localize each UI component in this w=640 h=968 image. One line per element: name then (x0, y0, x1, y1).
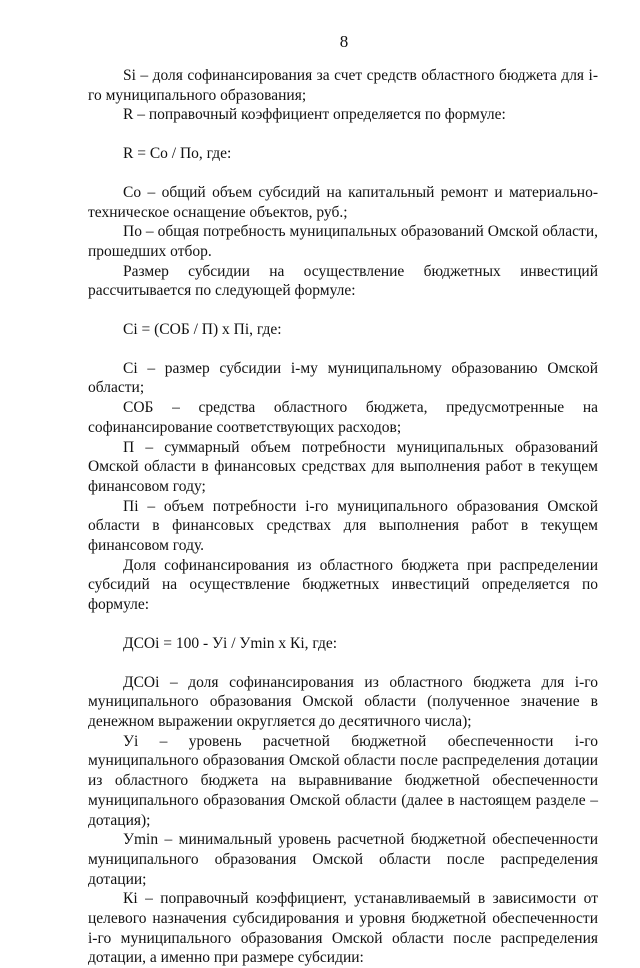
paragraph-ci-definition: Ci – размер субсидии i-му муниципальному образованию Омской области; (88, 359, 598, 397)
paragraph-pi-definition: Пi – объем потребности i-го муниципального образования Омской области в финансовых средствах для выполнения работ в текущем финансовом году. (88, 497, 598, 555)
paragraph-subsidy-size-intro: Размер субсидии на осуществление бюджетных инвестиций рассчитывается по следующей формуле: (88, 262, 598, 300)
paragraph-ui-definition: Уi – уровень расчетной бюджетной обеспеченности i-го муниципального образования Омской области после распределения дотации из областного бюджета на выравнивание бюджетной обеспеченности муниципального образования Омской области (далее в настоящем разделе – дотация); (88, 732, 598, 829)
page-number: 8 (339, 32, 349, 51)
paragraph-r-definition: R – поправочный коэффициент определяется по формуле: (123, 106, 506, 124)
formula-r: R = Со / По, где: (123, 145, 232, 163)
paragraph-si-definition: Si – доля софинансирования за счет средств областного бюджета для i-го муниципального образования; (88, 67, 598, 104)
paragraph-ki-definition: Кi – поправочный коэффициент, устанавливаемый в зависимости от целевого назначения субсидирования и уровня бюджетной обеспеченности i-го муниципального образования Омской области после распределения дотации, а именно при размере субсидии: (88, 890, 598, 967)
formula-dsoi: ДСОi = 100 - Уi / Уmin х Кi, где: (123, 634, 338, 652)
paragraph-umin-definition: Уmin – минимальный уровень расчетной бюджетной обеспеченности муниципального образования Омской области после распределения дотации; (88, 831, 598, 888)
paragraph-sob-definition: СОБ – средства областного бюджета, предусмотренные на софинансирование соответствующих расходов; (88, 399, 598, 436)
paragraph-cofinancing-share-intro: Доля софинансирования из областного бюджета при распределении субсидий на осуществление бюджетных инвестиций определяется по формуле: (88, 556, 598, 614)
formula-ci: Ci = (СОБ / П) х Пi, где: (123, 321, 282, 339)
paragraph-co-definition: Со – общий объем субсидий на капитальный ремонт и материально-техническое оснащение объектов, руб.; (88, 183, 598, 221)
paragraph-po-definition: По – общая потребность муниципальных образований Омской области, прошедших отбор. (88, 223, 598, 260)
paragraph-p-definition: П – суммарный объем потребности муниципальных образований Омской области в финансовых средствах для выполнения работ в текущем финансовом году; (88, 438, 598, 495)
paragraph-dsoi-definition: ДСОi – доля софинансирования из областного бюджета для i-го муниципального образования Омской области (полученное значение в денежном выражении округляется до десятичного числа); (88, 673, 598, 730)
